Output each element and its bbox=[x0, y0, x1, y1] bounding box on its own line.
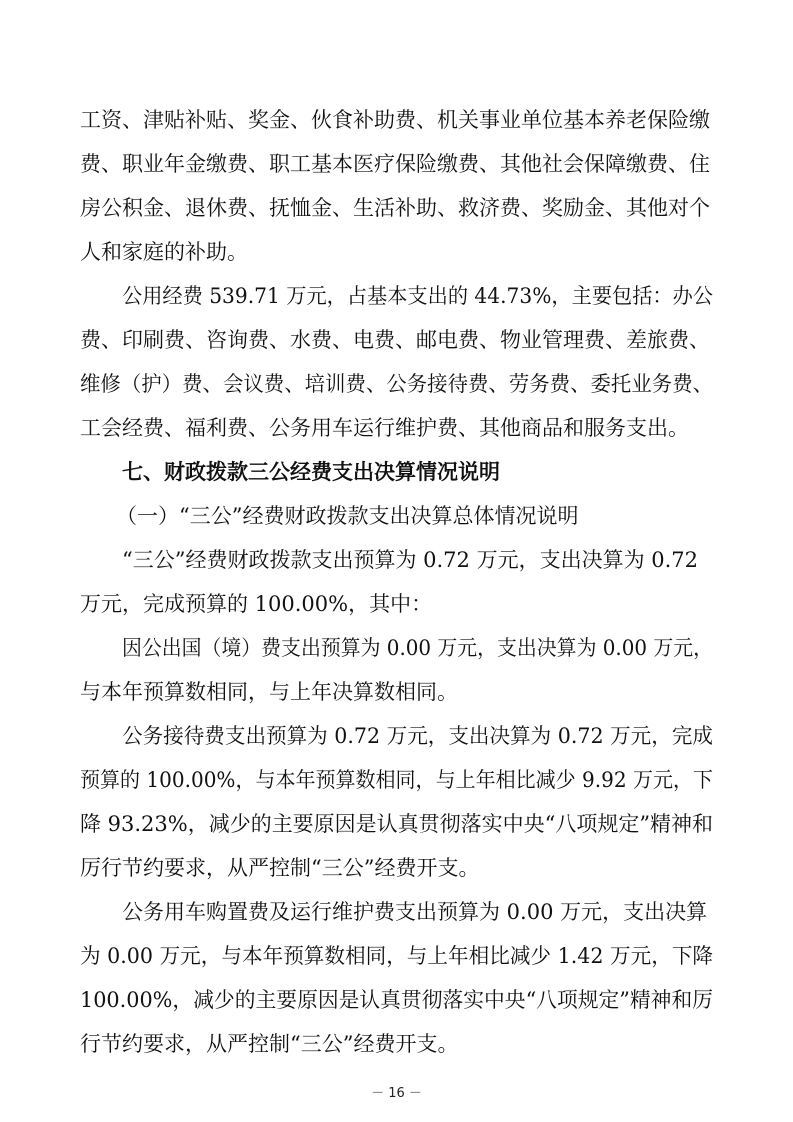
body-line bbox=[0, 850, 793, 886]
line-text: 维修（护）费、会议费、培训费、公务接待费、劳务费、委托业务费、 bbox=[80, 372, 714, 396]
line-text: 工资、津贴补贴、奖金、伙食补助费、机关事业单位基本养老保险缴 bbox=[80, 108, 710, 132]
line-text: 费、印刷费、咨询费、水费、电费、邮电费、物业管理费、差旅费、 bbox=[80, 328, 710, 352]
body-line bbox=[0, 278, 793, 314]
line-text: 与本年预算数相同，与上年决算数相同。 bbox=[80, 680, 458, 704]
body-line bbox=[0, 718, 793, 754]
subsection-heading bbox=[0, 498, 793, 534]
line-text: 公务接待费支出预算为 0.72 万元，支出决算为 0.72 万元，完成 bbox=[122, 724, 713, 748]
body-line bbox=[0, 146, 793, 182]
section-heading-text: 七、财政拨款三公经费支出决算情况说明 bbox=[122, 460, 500, 484]
page-number: － 16 － bbox=[371, 1086, 422, 1101]
body-line bbox=[0, 410, 793, 446]
line-text: 房公积金、退休费、抚恤金、生活补助、救济费、奖励金、其他对个 bbox=[80, 196, 710, 220]
line-text: 行节约要求，从严控制“三公”经费开支。 bbox=[80, 1032, 459, 1056]
line-text: 厉行节约要求，从严控制“三公”经费开支。 bbox=[80, 856, 480, 880]
line-text: 人和家庭的补助。 bbox=[80, 240, 248, 264]
body-line bbox=[0, 938, 793, 974]
line-text: 为 0.00 万元，与本年预算数相同，与上年相比减少 1.42 万元，下降 bbox=[80, 944, 714, 968]
section-heading bbox=[0, 454, 793, 490]
line-text: 因公出国（境）费支出预算为 0.00 万元，支出决算为 0.00 万元， bbox=[122, 636, 714, 660]
line-text: “三公”经费财政拨款支出预算为 0.72 万元，支出决算为 0.72 bbox=[122, 548, 699, 572]
line-text: 费、职业年金缴费、职工基本医疗保险缴费、其他社会保障缴费、住 bbox=[80, 152, 710, 176]
line-text: 万元，完成预算的 100.00%，其中： bbox=[80, 592, 433, 616]
line-text: 工会经费、福利费、公务用车运行维护费、其他商品和服务支出。 bbox=[80, 416, 689, 440]
body-line bbox=[0, 806, 793, 842]
body-line bbox=[0, 674, 793, 710]
body-line bbox=[0, 542, 793, 578]
body-line bbox=[0, 586, 793, 622]
body-line bbox=[0, 982, 793, 1018]
line-text: 100.00%，减少的主要原因是认真贯彻落实中央“八项规定”精神和厉 bbox=[80, 988, 713, 1012]
line-text: 降 93.23%，减少的主要原因是认真贯彻落实中央“八项规定”精神和 bbox=[80, 812, 714, 836]
line-text: 公用经费 539.71 万元，占基本支出的 44.73%，主要包括：办公 bbox=[122, 284, 713, 308]
subsection-heading-text: （一）“三公”经费财政拨款支出决算总体情况说明 bbox=[116, 504, 579, 528]
body-line bbox=[0, 322, 793, 358]
body-line bbox=[0, 234, 793, 270]
body-line bbox=[0, 894, 793, 930]
body-line bbox=[0, 630, 793, 666]
body-line bbox=[0, 762, 793, 798]
body-line bbox=[0, 102, 793, 138]
line-text: 公务用车购置费及运行维护费支出预算为 0.00 万元，支出决算 bbox=[122, 900, 708, 924]
body-line bbox=[0, 1026, 793, 1062]
line-text: 预算的 100.00%，与本年预算数相同，与上年相比减少 9.92 万元，下 bbox=[80, 768, 714, 792]
body-line bbox=[0, 366, 793, 402]
body-line bbox=[0, 190, 793, 226]
